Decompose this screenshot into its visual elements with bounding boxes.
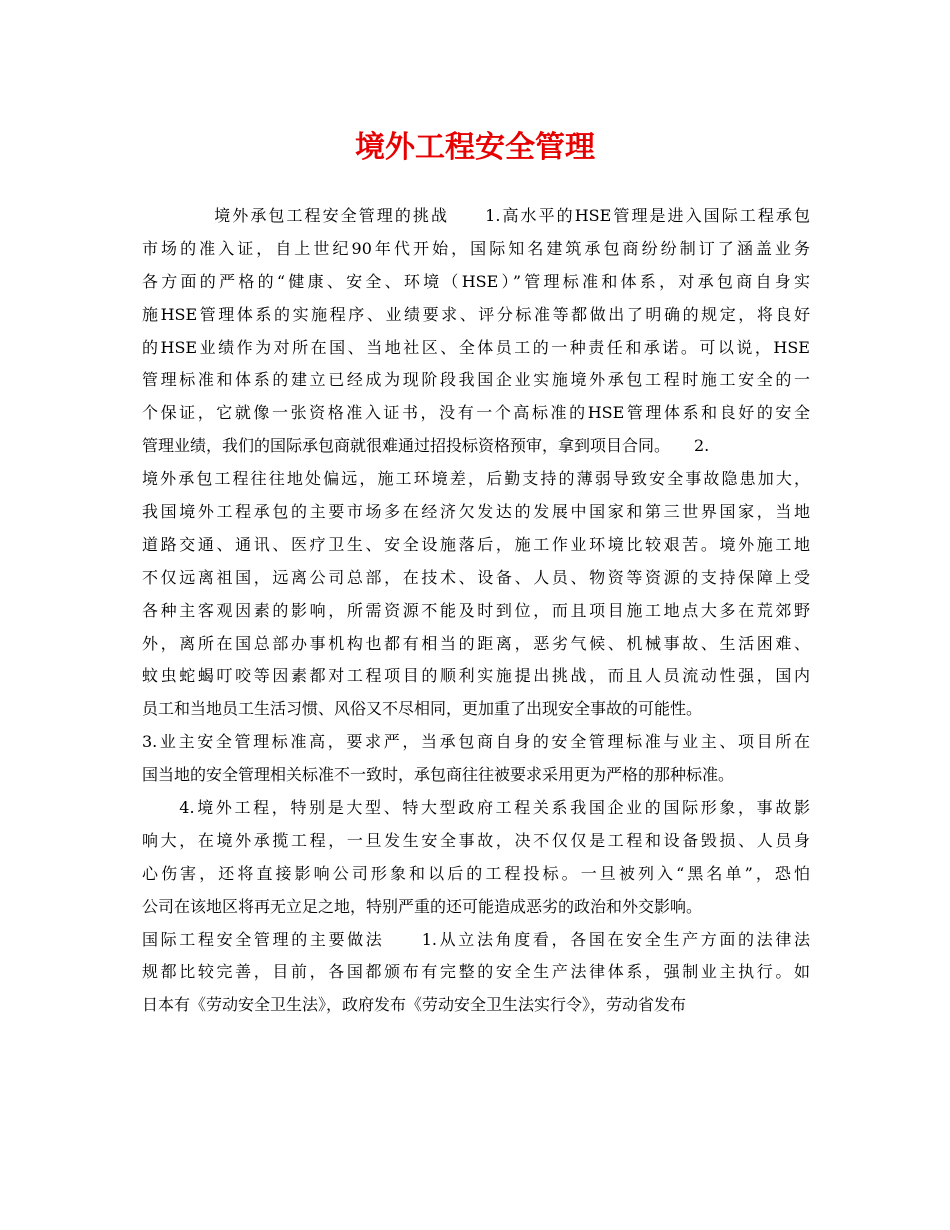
body-line: 各方面的严格的“健康、安全、环境（HSE）”管理标准和体系，对承包商自身实 [142, 271, 810, 291]
body-line: 境外承包工程往往地处偏远，施工环境差，后勤支持的薄弱导致安全事故隐患加大， [142, 469, 810, 489]
body-line: 道路交通、通讯、医疗卫生、安全设施落后，施工作业环境比较艰苦。境外施工地 [142, 534, 810, 554]
body-line: 规都比较完善，目前，各国都颁布有完整的安全生产法律体系，强制业主执行。如 [142, 962, 810, 982]
body-line: 管理标准和体系的建立已经成为现阶段我国企业实施境外承包工程时施工安全的一 [142, 370, 810, 390]
body-line: 3.业主安全管理标准高，要求严，当承包商自身的安全管理标准与业主、项目所在 [142, 732, 810, 752]
body-line: 个保证，它就像一张资格准入证书，没有一个高标准的HSE管理体系和良好的安全 [142, 403, 810, 423]
document-body [142, 200, 810, 1022]
body-line: 员工和当地员工生活习惯、风俗又不尽相同，更加重了出现安全事故的可能性。 [142, 699, 703, 719]
body-line: 蚊虫蛇蝎叮咬等因素都对工程项目的顺利实施提出挑战，而且人员流动性强，国内 [142, 666, 810, 686]
body-line: 响大，在境外承揽工程，一旦发生安全事故，决不仅仅是工程和设备毁损、人员身 [142, 830, 810, 850]
body-line: 日本有《劳动安全卫生法》，政府发布《劳动安全卫生法实行令》，劳动省发布 [142, 995, 687, 1015]
body-line: 各种主客观因素的影响，所需资源不能及时到位，而且项目施工地点大多在荒郊野 [142, 600, 810, 620]
body-line: 国当地的安全管理相关标准不一致时，承包商往往被要求采用更为严格的那种标准。 [142, 765, 735, 785]
body-line: 不仅远离祖国，远离公司总部，在技术、设备、人员、物资等资源的支持保障上受 [142, 567, 810, 587]
body-line: 心伤害，还将直接影响公司形象和以后的工程投标。一旦被列入“黑名单”，恐怕 [142, 863, 810, 883]
body-line: 管理业绩，我们的国际承包商就很难通过招投标资格预审，拿到项目合同。 2. [142, 436, 710, 456]
body-line: 的HSE业绩作为对所在国、当地社区、全体员工的一种责任和承诺。可以说，HSE [142, 337, 810, 357]
body-line: 国际工程安全管理的主要做法 1.从立法角度看，各国在安全生产方面的法律法 [142, 929, 810, 949]
document-title: 境外工程安全管理 [355, 130, 595, 165]
body-line: 市场的准入证，自上世纪90年代开始，国际知名建筑承包商纷纷制订了涵盖业务 [142, 238, 810, 258]
body-line: 外，离所在国总部办事机构也都有相当的距离，恶劣气候、机械事故、生活困难、 [142, 633, 810, 653]
body-line: 境外承包工程安全管理的挑战 1.高水平的HSE管理是进入国际工程承包 [142, 206, 810, 225]
body-line: 4.境外工程，特别是大型、特大型政府工程关系我国企业的国际形象，事故影 [142, 798, 810, 818]
body-line: 我国境外工程承包的主要市场多在经济欠发达的发展中国家和第三世界国家，当地 [142, 502, 810, 522]
body-line: 施HSE管理体系的实施程序、业绩要求、评分标准等都做出了明确的规定，将良好 [142, 304, 810, 324]
body-line: 公司在该地区将再无立足之地，特别严重的还可能造成恶劣的政治和外交影响。 [142, 896, 703, 916]
